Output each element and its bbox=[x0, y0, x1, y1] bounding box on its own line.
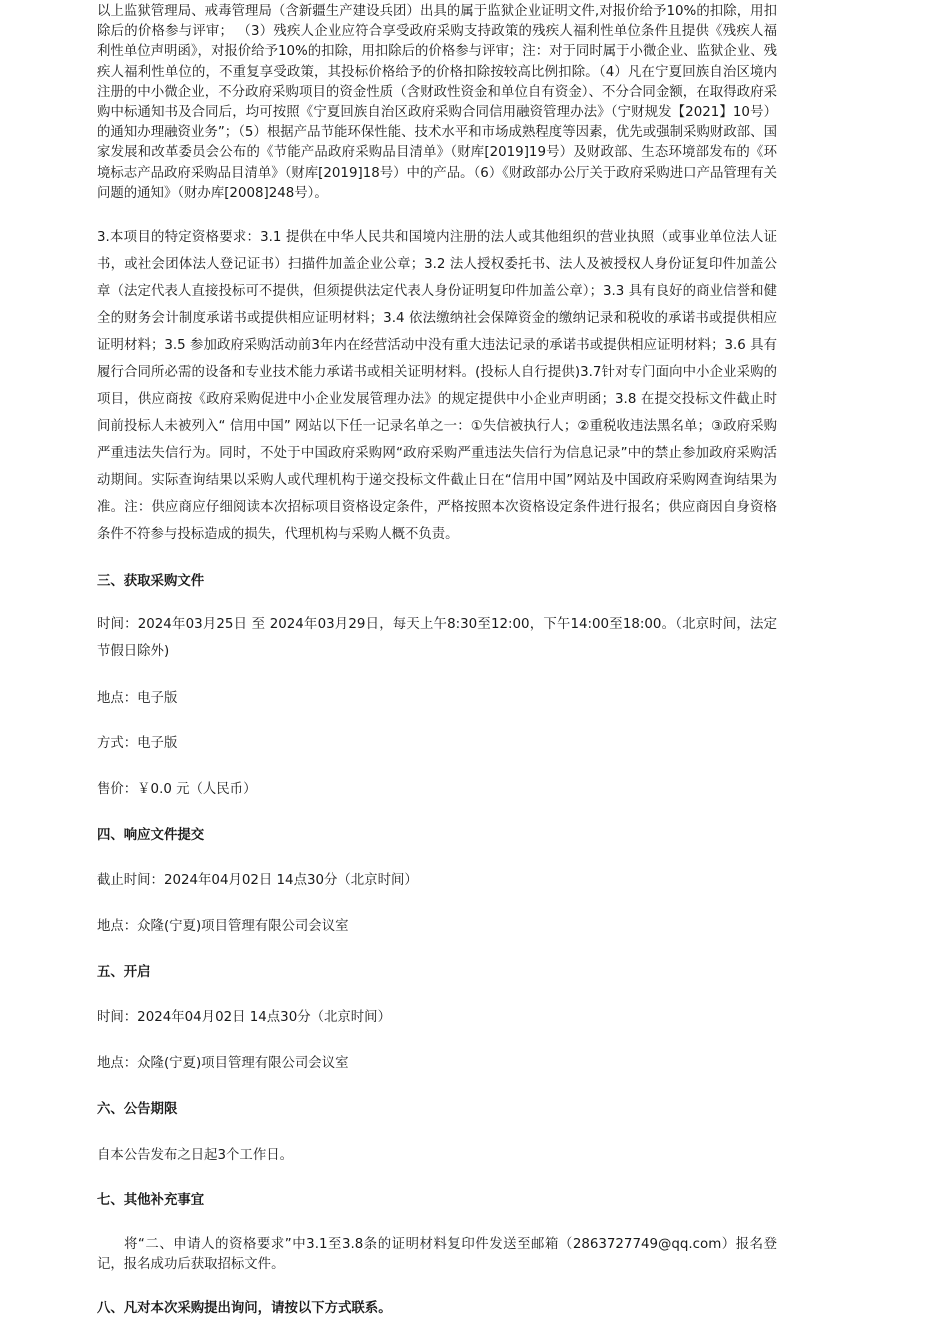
open-place: 地点：众隆(宁夏)项目管理有限公司会议室 bbox=[97, 1056, 349, 1072]
section-heading-other: 七、其他补充事宜 bbox=[97, 1193, 205, 1209]
other-text: 将“二、申请人的资格要求”中3.1至3.8条的证明材料复印件发送至邮箱（2863727749@qq.com）报名登记，报名成功后获取招标文件。 bbox=[97, 1237, 777, 1273]
policy-paragraph: 以上监狱管理局、戒毒管理局（含新疆生产建设兵团）出具的属于监狱企业证明文件,对报价给予10%的扣除，用扣除后的价格参与评审； （3）残疾人企业应符合享受政府采购支持政策的残疾人福利性单位条件且提供《残疾人福利性单位声明函》，对报价给予10%的扣除，用扣除后的价格参与评审；注：对于同时属于小微企业、监狱企业、残疾人福利性单位的，不重复享受政策，其投标价格给予的价格扣除按较高比例扣除。（4）凡在宁夏回族自治区境内注册的中小微企业，不分政府采购项目的资金性质（含财政性资金和单位自有资金）、不分合同金额，在取得政府采购中标通知书及合同后，均可按照《宁夏回族自治区政府采购合同信用融资管理办法》（宁财规发【2021】10号）的通知办理融资业务”；（5）根据产品节能环保性能、技术水平和市场成熟程度等因素，优先或强制采购财政部、国家发展和改革委员会公布的《节能产品政府采购品目清单》（财库[2019]19号）及财政部、生态环境部发布的《环境标志产品政府采购品目清单》（财库[2019]18号）中的产品。（6）《财政部办公厅关于政府采购进口产品管理有关问题的通知》（财办库[2008]248号）。 bbox=[97, 4, 777, 201]
qualification-paragraph: 3.本项目的特定资格要求：3.1 提供在中华人民共和国境内注册的法人或其他组织的营业执照（或事业单位法人证书，或社会团体法人登记证书）扫描件加盖企业公章；3.2 法人授权委托书、法人及被授权人身份证复印件加盖公章（法定代表人直接投标可不提供，但须提供法定代表人身份证明复印件加盖公章）；3.3 具有良好的商业信誉和健全的财务会计制度承诺书或提供相应证明材料；3.4 依法缴纳社会保障资金的缴纳记录和税收的承诺书或提供相应证明材料；3.5 参加政府采购活动前3年内在经营活动中没有重大违法记录的承诺书或提供相应证明材料；3.6 具有履行合同所必需的设备和专业技术能力承诺书或相关证明材料。(投标人自行提供)3.7针对专门面向中小企业采购的项目，供应商按《政府采购促进中小企业发展管理办法》的规定提供中小企业声明函；3.8 在提交投标文件截止时间前投标人未被列入“ 信用中国” 网站以下任一记录名单之一：①失信被执行人；②重税收违法黑名单；③政府采购严重违法失信行为。同时，不处于中国政府采购网“政府采购严重违法失信行为信息记录”中的禁止参加政府采购活动期间。实际查询结果以采购人或代理机构于递交投标文件截止日在“信用中国”网站及中国政府采购网查询结果为准。注：供应商应仔细阅读本次招标项目资格设定条件，严格按照本次资格设定条件进行报名；供应商因自身资格条件不符参与投标造成的损失，代理机构与采购人概不负责。 bbox=[97, 230, 777, 543]
obtain-place: 地点：电子版 bbox=[97, 691, 178, 707]
obtain-method: 方式：电子版 bbox=[97, 736, 178, 752]
section-heading-open: 五、开启 bbox=[97, 965, 151, 981]
obtain-time: 时间：2024年03月25日 至 2024年03月29日，每天上午8:30至12:00，下午14:00至18:00。（北京时间，法定节假日除外) bbox=[97, 617, 777, 660]
submit-place: 地点：众隆(宁夏)项目管理有限公司会议室 bbox=[97, 919, 349, 935]
open-time: 时间：2024年04月02日 14点30分（北京时间） bbox=[97, 1010, 391, 1026]
period-text: 自本公告发布之日起3个工作日。 bbox=[97, 1148, 293, 1164]
section-heading-period: 六、公告期限 bbox=[97, 1102, 178, 1118]
announcement-document bbox=[97, 0, 777, 1319]
obtain-price: 售价：￥0.0 元（人民币） bbox=[97, 782, 257, 798]
section-heading-contact: 八、凡对本次采购提出询问，请按以下方式联系。 bbox=[97, 1301, 392, 1317]
section-heading-obtain: 三、获取采购文件 bbox=[97, 574, 205, 590]
submit-deadline: 截止时间：2024年04月02日 14点30分（北京时间） bbox=[97, 873, 418, 889]
section-heading-submit: 四、响应文件提交 bbox=[97, 828, 205, 844]
